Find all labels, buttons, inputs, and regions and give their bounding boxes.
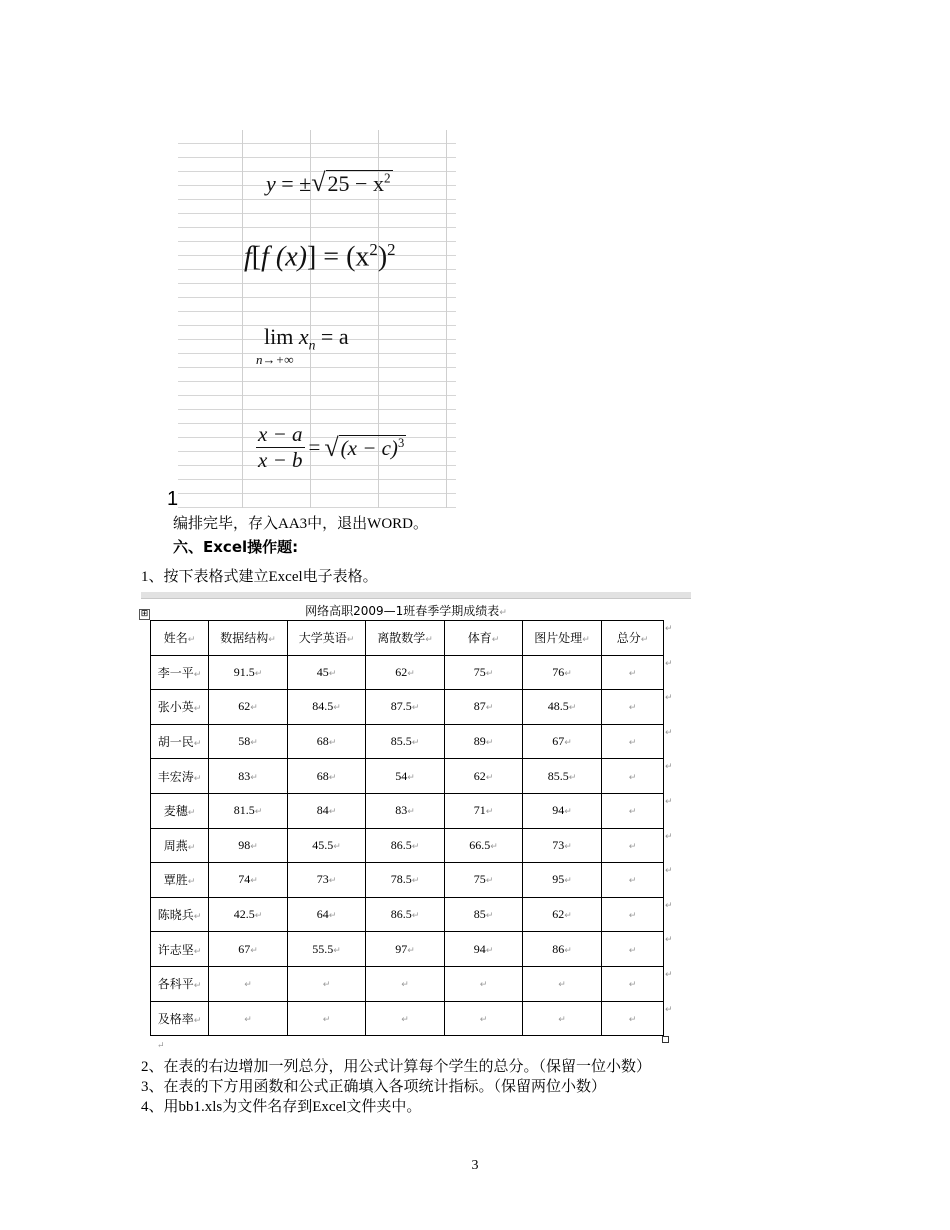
score-cell: 94↵ <box>523 793 602 828</box>
table-row <box>151 966 664 1001</box>
row-end-mark: ↵ <box>665 900 673 911</box>
row-end-mark: ↵ <box>665 624 673 634</box>
score-cell: 84↵ <box>288 793 366 828</box>
score-cell: ↵ <box>445 966 523 1001</box>
score-cell: 83↵ <box>209 759 288 794</box>
formula-1-radicand: $25 - x^2$ <box>327 170 391 196</box>
table-row <box>151 828 664 863</box>
formula-image <box>178 130 456 508</box>
score-cell: 54↵ <box>366 759 445 794</box>
section-heading: 六、Excel操作题: <box>173 538 299 556</box>
table-row <box>151 724 664 759</box>
score-cell: 97↵ <box>366 932 445 967</box>
header-cell: 总分↵ <box>602 621 664 656</box>
score-cell: 91.5↵ <box>209 655 288 690</box>
score-cell: ↵ <box>209 1001 288 1036</box>
student-name-cell: 丰宏涛↵ <box>151 759 209 794</box>
table-resize-handle-icon <box>662 1036 669 1043</box>
formula-3: $\lim x_n = a$ <box>264 324 349 353</box>
score-cell: 66.5↵ <box>445 828 523 863</box>
item-number: 1 <box>167 488 179 510</box>
score-cell: ↵ <box>602 1001 664 1036</box>
table-row <box>151 793 664 828</box>
score-cell: 87↵ <box>445 690 523 725</box>
score-cell: ↵ <box>602 932 664 967</box>
score-cell: 42.5↵ <box>209 897 288 932</box>
score-cell: 62↵ <box>209 690 288 725</box>
score-cell: 98↵ <box>209 828 288 863</box>
score-cell: ↵ <box>602 690 664 725</box>
score-cell: ↵ <box>209 966 288 1001</box>
student-name-cell: 周燕↵ <box>151 828 209 863</box>
score-cell: 68↵ <box>288 724 366 759</box>
row-end-mark: ↵ <box>665 866 673 877</box>
score-cell: ↵ <box>602 793 664 828</box>
score-cell: 64↵ <box>288 897 366 932</box>
score-cell: 75↵ <box>445 655 523 690</box>
header-cell: 体育↵ <box>445 621 523 656</box>
score-cell: ↵ <box>288 1001 366 1036</box>
score-cell: 86.5↵ <box>366 897 445 932</box>
score-cell: 58↵ <box>209 724 288 759</box>
score-cell: ↵ <box>445 1001 523 1036</box>
score-cell: 62↵ <box>445 759 523 794</box>
row-end-mark: ↵ <box>665 693 673 704</box>
table-row <box>151 655 664 690</box>
table-row <box>151 897 664 932</box>
header-cell: 图片处理↵ <box>523 621 602 656</box>
table-title: 网络高职2009—1班春季学期成绩表↵ <box>305 604 507 618</box>
table-row <box>151 932 664 967</box>
score-cell: 73↵ <box>523 828 602 863</box>
row-end-mark: ↵ <box>665 658 673 669</box>
row-end-mark: ↵ <box>665 727 673 738</box>
score-cell: 67↵ <box>209 932 288 967</box>
score-cell: 74↵ <box>209 863 288 898</box>
student-name-cell: 胡一民↵ <box>151 724 209 759</box>
score-table <box>150 620 664 1036</box>
score-cell: ↵ <box>366 966 445 1001</box>
score-cell: ↵ <box>602 863 664 898</box>
score-cell: 68↵ <box>288 759 366 794</box>
formula-1-lhs: y <box>266 171 276 196</box>
sqrt-icon: √ <box>324 432 339 462</box>
formula-1-eq: = ± <box>281 171 312 196</box>
formula-4-fraction: $\frac{x - a}{x - b}$ <box>258 422 303 472</box>
instruction-2: 2、在表的右边增加一列总分，用公式计算每个学生的总分。（保留一位小数） <box>141 1059 652 1075</box>
header-cell: 离散数学↵ <box>366 621 445 656</box>
score-cell: ↵ <box>288 966 366 1001</box>
score-cell: ↵ <box>523 966 602 1001</box>
student-name-cell: 及格率↵ <box>151 1001 209 1036</box>
student-name-cell: 李一平↵ <box>151 655 209 690</box>
score-cell: 76↵ <box>523 655 602 690</box>
score-cell: 83↵ <box>366 793 445 828</box>
formula-1 <box>266 168 393 198</box>
paragraph-mark: ↵ <box>157 1040 165 1050</box>
score-cell: ↵ <box>366 1001 445 1036</box>
score-cell: 67↵ <box>523 724 602 759</box>
score-cell: 81.5↵ <box>209 793 288 828</box>
table-row <box>151 690 664 725</box>
score-cell: 62↵ <box>366 655 445 690</box>
instruction-4: 4、用bb1.xls为文件名存到Excel文件夹中。 <box>141 1099 422 1115</box>
score-cell: 95↵ <box>523 863 602 898</box>
row-end-mark: ↵ <box>665 935 673 946</box>
score-cell: 86.5↵ <box>366 828 445 863</box>
score-cell: 48.5↵ <box>523 690 602 725</box>
formula-3-op: lim <box>264 324 294 349</box>
row-end-mark: ↵ <box>665 797 673 807</box>
ruler-bar <box>141 592 691 599</box>
student-name-cell: 覃胜↵ <box>151 863 209 898</box>
table-header-row <box>151 621 664 656</box>
table-row <box>151 863 664 898</box>
row-end-mark: ↵ <box>665 831 673 842</box>
score-cell: 87.5↵ <box>366 690 445 725</box>
save-note: 编排完毕，存入AA3中，退出WORD。 <box>173 516 428 532</box>
table-move-handle-icon: ⊞ <box>140 609 149 619</box>
header-cell: 姓名↵ <box>151 621 209 656</box>
score-cell: 94↵ <box>445 932 523 967</box>
score-cell: 73↵ <box>288 863 366 898</box>
score-cell: 45.5↵ <box>288 828 366 863</box>
student-name-cell: 陈晓兵↵ <box>151 897 209 932</box>
score-cell: 71↵ <box>445 793 523 828</box>
score-cell: 45↵ <box>288 655 366 690</box>
instruction-1: 1、按下表格式建立Excel电子表格。 <box>141 569 378 585</box>
score-cell: 55.5↵ <box>288 932 366 967</box>
score-cell: ↵ <box>602 655 664 690</box>
student-name-cell: 张小英↵ <box>151 690 209 725</box>
score-cell: 84.5↵ <box>288 690 366 725</box>
score-cell: 89↵ <box>445 724 523 759</box>
formula-4: $\frac{x - a}{x - b}$ = √ $(x - c)^3$ <box>258 422 405 472</box>
sqrt-icon: √ <box>311 168 326 197</box>
score-cell: ↵ <box>602 759 664 794</box>
row-end-mark: ↵ <box>665 970 673 980</box>
score-cell: 75↵ <box>445 863 523 898</box>
score-cell: ↵ <box>523 1001 602 1036</box>
score-cell: 86↵ <box>523 932 602 967</box>
score-cell: 62↵ <box>523 897 602 932</box>
student-name-cell: 许志坚↵ <box>151 932 209 967</box>
table-row <box>151 759 664 794</box>
student-name-cell: 麦穗↵ <box>151 793 209 828</box>
score-cell: ↵ <box>602 897 664 932</box>
score-cell: 85.5↵ <box>523 759 602 794</box>
formula-3-limit: n→+∞ <box>256 352 294 367</box>
page-number: 3 <box>471 1158 479 1173</box>
row-end-mark: ↵ <box>665 762 673 773</box>
formula-2: f[f $(x)] = (x^2)^2$ <box>244 240 396 273</box>
table-row <box>151 1001 664 1036</box>
header-cell: 数据结构↵ <box>209 621 288 656</box>
score-cell: 85.5↵ <box>366 724 445 759</box>
score-cell: 85↵ <box>445 897 523 932</box>
score-cell: ↵ <box>602 724 664 759</box>
row-end-mark: ↵ <box>665 1004 673 1015</box>
student-name-cell: 各科平↵ <box>151 966 209 1001</box>
table-body <box>151 655 664 1036</box>
header-cell: 大学英语↵ <box>288 621 366 656</box>
formula-4-radicand: $(x - c)^3$ <box>340 435 405 460</box>
score-cell: 78.5↵ <box>366 863 445 898</box>
score-cell: ↵ <box>602 966 664 1001</box>
score-cell: ↵ <box>602 828 664 863</box>
instruction-3: 3、在表的下方用函数和公式正确填入各项统计指标。（保留两位小数） <box>141 1079 607 1095</box>
